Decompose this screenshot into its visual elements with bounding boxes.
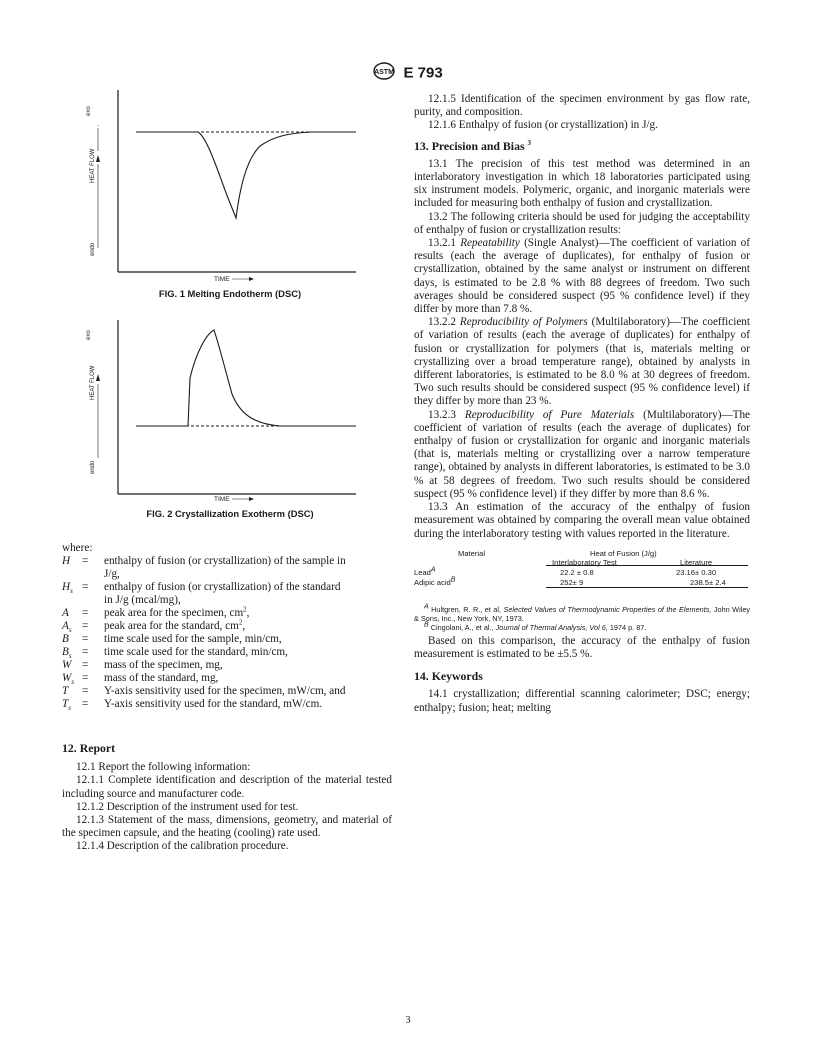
where-symbol: $W_s$ [62, 672, 75, 687]
where-definition: time scale used for the sample, min/cm, [104, 633, 282, 645]
keywords-text: 14.1 crystallization; differential scanning calorimeter; DSC; energy; enthalpy; fusion; heat; melting [414, 688, 750, 714]
where-symbol-subscript: s [68, 652, 72, 661]
precision-p1: 13.1 The precision of this test method was determined in an interlaboratory investigation in which 18 laboratories participated using six instrument models. Polymeric, organic, and inorganic materials were included for measuring both enthalpy of fusion and crystallization. [414, 157, 750, 210]
right-column [414, 93, 750, 715]
where-definition: Y-axis sensitivity used for the standard, mW/cm. [104, 698, 323, 710]
figure-1-plot [80, 88, 380, 288]
report-heading: 12. Report [62, 741, 116, 755]
where-definition-cont: J/g, [104, 568, 120, 580]
where-symbol: H [62, 555, 71, 567]
where-definition-cont: in J/g (mcal/mg), [104, 594, 181, 606]
precision-p4: 13.2.2 Reproducibility of Polymers (Multilaboratory)—The coefficient of variation of results (each the average of duplicates) for enthalpy of fusion or crystallization for polymers (that is, materials melting or crystallizing over a broad temperature range), obtained by analysts in different laboratories, is estimated to be 8.0 % at 30 degrees of freedom. Two such results should be considered suspect (95 % confidence level) if they differ by more than 23 %. [414, 316, 751, 408]
table-cell-inter: 22.2 ± 0.8 [560, 567, 594, 577]
where-equals: = [82, 581, 89, 593]
where-symbol: $B_s$ [62, 646, 72, 661]
where-equals: = [82, 685, 89, 697]
where-definition: time scale used for the standard, min/cm, [104, 646, 288, 658]
table-cell-lit: 238.5± 2.4 [690, 577, 726, 587]
where-definition: mass of the specimen, mg, [104, 659, 223, 671]
precision-p2: 13.2 The following criteria should be used for judging the acceptability of enthalpy of fusion or crystallization results: [414, 210, 750, 236]
where-definition: enthalpy of fusion (or crystallization) of the standard [104, 581, 341, 593]
report-p1: 12.1 Report the following information: [76, 761, 251, 774]
table-rule-bottom [546, 587, 748, 588]
where-symbol: $A_s$ [62, 620, 72, 635]
where-equals: = [82, 555, 89, 567]
figure-2-x-label: TIME [214, 496, 255, 503]
report-p7: 12.1.6 Enthalpy of fusion (or crystallization) in J/g. [428, 119, 658, 132]
page-number: 3 [405, 1015, 411, 1026]
precision-after-table: Based on this comparison, the accuracy of the enthalpy of fusion measurement is estimated to be ±5.5 %. [414, 634, 750, 660]
table-cell-material: Adipic acid$^B$ [414, 576, 456, 587]
where-equals: = [82, 672, 89, 684]
precision-p6: 13.3 An estimation of the accuracy of the enthalpy of fusion measurement was obtained by comparing the overall mean value obtained during the interlaboratory testing with values reported in the literature. [414, 501, 750, 540]
figure-1 [80, 88, 380, 308]
heat-of-fusion-table [414, 545, 750, 601]
figure-1-y-label: HEAT FLOW [90, 133, 96, 183]
figure-2-y-bottom: endo [90, 460, 96, 474]
table-header-lit: Literature [680, 557, 713, 567]
report-p6: 12.1.5 Identification of the specimen environment by gas flow rate, purity, and composition. [414, 93, 750, 119]
figure-2-caption: FIG. 2 Crystallization Exotherm (DSC) [146, 508, 314, 519]
where-symbol-subscript: s [70, 587, 73, 596]
where-symbol-subscript: s [68, 626, 72, 635]
where-definition: enthalpy of fusion (or crystallization) of the sample in [104, 555, 346, 567]
where-definition: Y-axis sensitivity used for the specimen, mW/cm, and [104, 685, 346, 697]
where-symbol-subscript: s [68, 704, 71, 713]
report-p2: 12.1.1 Complete identification and description of the material tested including source and manufacturer code. [62, 774, 392, 800]
where-symbol: $T_s$ [62, 698, 71, 713]
table-cell-material: Lead$^A$ [414, 566, 436, 577]
footnote-a: $^A$ Hultgren, R. R., et al, Selected Values of Thermodynamic Properties of the Elements, John Wiley & Sons, Inc., New York, NY, 1973. [414, 603, 751, 623]
where-equals: = [82, 633, 89, 645]
where-equals: = [82, 698, 89, 710]
figure-2-y-label: HEAT FLOW [90, 350, 96, 400]
table-header-inter: Interlaboratory Test [552, 557, 617, 567]
report-section [62, 742, 392, 854]
where-definition: peak area for the specimen, $cm^2$, [104, 605, 250, 619]
figure-2-y-top: exo [86, 330, 92, 340]
keywords-heading: 14. Keywords [414, 669, 483, 684]
where-equals: = [82, 646, 89, 658]
table-header-heat: Heat of Fusion (J/g) [590, 548, 657, 558]
where-definition: peak area for the standard, $cm^2$, [104, 618, 246, 632]
table-cell-lit: 23.16± 0.30 [676, 567, 717, 577]
page-header [0, 62, 816, 84]
astm-logo-icon [373, 62, 395, 84]
report-p5: 12.1.4 Description of the calibration procedure. [76, 840, 289, 853]
where-equals: = [82, 620, 89, 632]
where-symbol: W [62, 659, 72, 671]
table-header-material: Material [458, 548, 486, 558]
precision-heading: 13. Precision and Bias $^3$ [414, 138, 532, 153]
where-intro: where: [62, 542, 93, 554]
document-code: E 793 [403, 64, 443, 82]
precision-p3: 13.2.1 Repeatability (Single Analyst)—The coefficient of variation of results (each the average of duplicates), for enthalpy of fusion or crystallization, obtained by the same analyst or instrument on different days, is estimated to be 2.8 % with 88 degrees of freedom. Two such averages should be considered suspect (95 % confidence level) if they differ by more than 7.8 %. [414, 237, 750, 316]
where-equals: = [82, 607, 89, 619]
where-symbol: $H_s$ [62, 581, 73, 596]
where-definition: mass of the standard, mg, [104, 672, 219, 684]
figure-2 [80, 318, 380, 533]
where-equals: = [82, 659, 89, 671]
where-block [62, 542, 392, 742]
where-symbol: A [62, 607, 69, 619]
svg-text:ASTM: ASTM [374, 69, 395, 76]
figure-1-y-top: exo [86, 106, 92, 116]
figure-1-x-label: TIME [214, 276, 255, 283]
table-footnotes [414, 605, 750, 632]
report-p4: 12.1.3 Statement of the mass, dimensions, geometry, and material of the specimen capsule, and the heating (cooling) rate used. [62, 814, 392, 840]
precision-p5: 13.2.3 Reproducibility of Pure Materials (Multilaboratory)—The coefficient of variation of results (each the average of duplicates) for enthalpy of fusion or crystallization for organic and inorganic materials (that is, materials melting or crystallizing over a narrow temperature range), obtained by analysts in different laboratories, is estimated to be 3.0 % at 58 degrees of freedom. Two such results should be considered suspect (95 % confidence level) if they differ by more than 8.6 %. [414, 408, 751, 500]
where-symbol-subscript: s [71, 678, 75, 687]
figure-1-caption: FIG. 1 Melting Endotherm (DSC) [158, 288, 302, 299]
footnote-b: $^B$ Cingolani, A., et al., Journal of Thermal Analysis, Vol 6, 1974 p. 87. [424, 621, 647, 632]
figure-2-plot [80, 318, 380, 508]
where-symbol: B [62, 633, 69, 645]
table-cell-inter: 252± 9 [560, 577, 584, 587]
report-p3: 12.1.2 Description of the instrument used for test. [76, 800, 299, 813]
where-symbol: T [62, 685, 69, 697]
figure-1-y-bottom: endo [90, 242, 96, 256]
